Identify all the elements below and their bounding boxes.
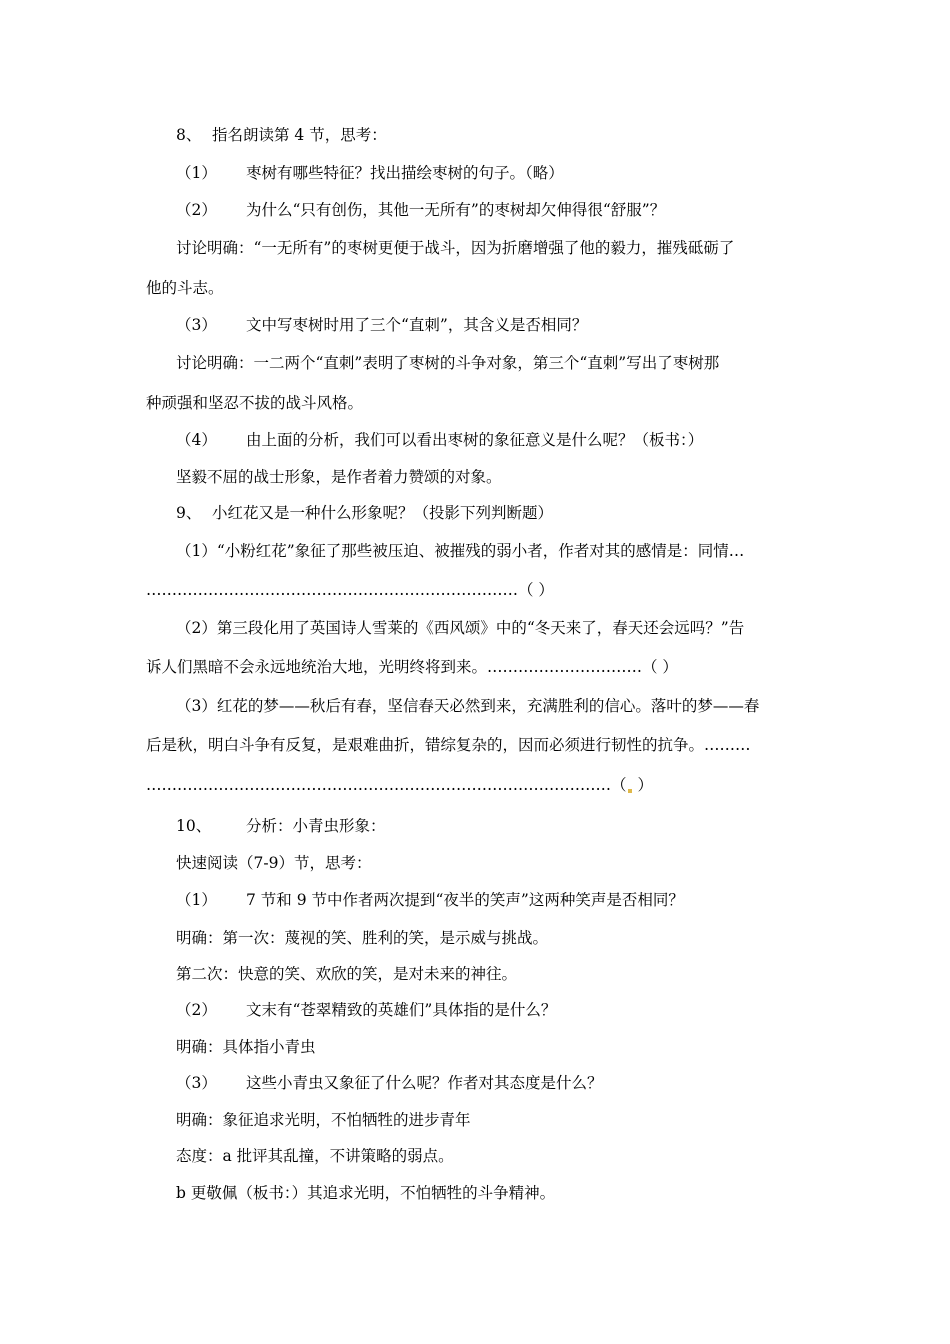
question-number: （1） bbox=[176, 164, 217, 182]
item-number: 10、 bbox=[176, 817, 212, 835]
attitude-line: b 更敬佩（板书：）其追求光明，不怕牺牲的斗争精神。 bbox=[176, 1184, 556, 1202]
item-8 bbox=[176, 125, 387, 145]
answer-line: 明确：第一次：蔑视的笑、胜利的笑，是示威与挑战。 bbox=[176, 929, 549, 947]
question-3 bbox=[176, 315, 587, 335]
judgement-2: （2）第三段化用了英国诗人雪莱的《西风颂》中的“冬天来了，春天还会远吗？”告 bbox=[176, 619, 745, 637]
item-text: 分析：小青虫形象： bbox=[246, 817, 386, 835]
question-1 bbox=[176, 163, 564, 183]
question-text: 文中写枣树时用了三个“直刺”，其含义是否相同？ bbox=[246, 316, 588, 334]
item-number: 9、 bbox=[176, 504, 202, 522]
answer-line: 坚毅不屈的战士形象，是作者着力赞颂的对象。 bbox=[176, 468, 502, 486]
judgement-3: （3）红花的梦——秋后有春，坚信春天必然到来，充满胜利的信心。落叶的梦——春 bbox=[176, 697, 760, 715]
answer-line: 讨论明确：“一无所有”的枣树更便于战斗，因为折磨增强了他的毅力，摧残砥砺了 bbox=[176, 239, 735, 257]
judgement-3-blank bbox=[146, 775, 653, 795]
question-number: （1） bbox=[176, 891, 217, 909]
blank-close: ） bbox=[632, 776, 653, 794]
attitude-line: 态度：a 批评其乱撞，不讲策略的弱点。 bbox=[176, 1147, 454, 1165]
question-2 bbox=[176, 1000, 556, 1020]
item-text: 小红花又是一种什么形象呢？（投影下列判断题） bbox=[212, 504, 554, 522]
question-4 bbox=[176, 430, 703, 450]
highlight-mark bbox=[628, 789, 632, 793]
question-text: 由上面的分析，我们可以看出枣树的象征意义是什么呢？（板书：） bbox=[246, 431, 704, 449]
question-number: （2） bbox=[176, 201, 217, 219]
answer-line: 讨论明确：一二两个“直刺”表明了枣树的斗争对象，第三个“直刺”写出了枣树那 bbox=[176, 354, 720, 372]
question-text: 这些小青虫又象征了什么呢？作者对其态度是什么？ bbox=[246, 1074, 603, 1092]
item-number: 8、 bbox=[176, 126, 202, 144]
question-text: 为什么“只有创伤，其他一无所有”的枣树却欠伸得很“舒服”？ bbox=[246, 201, 666, 219]
question-text: 枣树有哪些特征？找出描绘枣树的句子。（略） bbox=[246, 164, 564, 182]
judgement-3-continued: 后是秋，明白斗争有反复，是艰难曲折，错综复杂的，因而必须进行韧性的抗争。……… bbox=[146, 736, 751, 754]
question-number: （3） bbox=[176, 316, 217, 334]
question-3 bbox=[176, 1073, 603, 1093]
question-number: （4） bbox=[176, 431, 217, 449]
item-text: 指名朗读第 4 节，思考： bbox=[212, 126, 387, 144]
question-text: 文末有“苍翠精致的英雄们”具体指的是什么？ bbox=[246, 1001, 557, 1019]
question-1 bbox=[176, 890, 684, 910]
instruction-line: 快速阅读（7-9）节，思考： bbox=[176, 854, 372, 872]
answer-line: 第二次：快意的笑、欢欣的笑，是对未来的神往。 bbox=[176, 965, 518, 983]
item-10 bbox=[176, 816, 386, 836]
question-text: 7 节和 9 节中作者两次提到“夜半的笑声”这两种笑声是否相同？ bbox=[246, 891, 684, 909]
judgement-1-blank: ………………………………………………………………（ ） bbox=[146, 581, 554, 599]
answer-line: 明确：具体指小青虫 bbox=[176, 1038, 316, 1056]
question-2 bbox=[176, 200, 665, 220]
judgement-1: （1）“小粉红花”象征了那些被压迫、被摧残的弱小者，作者对其的感情是：同情… bbox=[176, 542, 745, 560]
dot-leader: ………………………………………………………………………………（ bbox=[146, 776, 627, 794]
question-number: （2） bbox=[176, 1001, 217, 1019]
item-9 bbox=[176, 503, 553, 523]
answer-line: 明确：象征追求光明，不怕牺牲的进步青年 bbox=[176, 1111, 471, 1129]
question-number: （3） bbox=[176, 1074, 217, 1092]
answer-line-continued: 他的斗志。 bbox=[146, 279, 224, 297]
answer-line-continued: 种顽强和坚忍不拔的战斗风格。 bbox=[146, 394, 364, 412]
judgement-2-continued: 诉人们黑暗不会永远地统治大地，光明终将到来。…………………………（ ） bbox=[146, 658, 678, 676]
